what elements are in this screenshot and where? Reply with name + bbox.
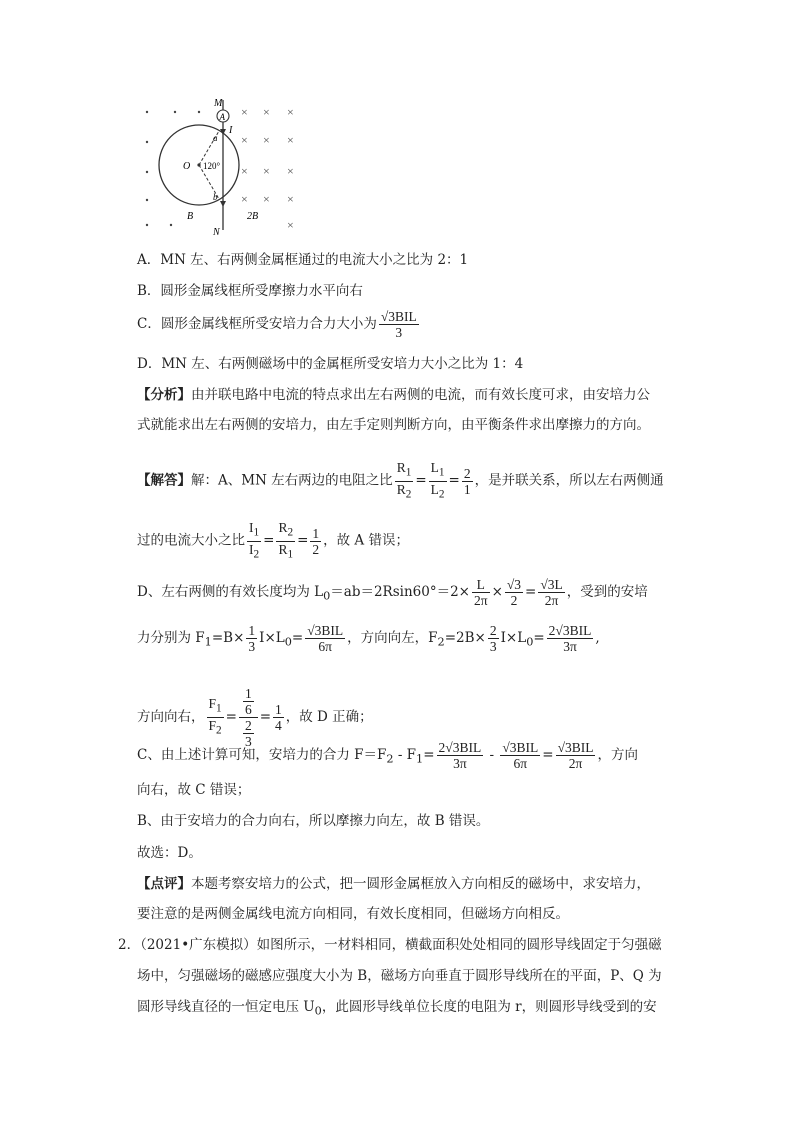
question-2-line-2: 场中，匀强磁场的磁感应强度大小为 B，磁场方向垂直于圆形导线所在的平面，P、Q 为 (137, 968, 662, 984)
label-b: b (213, 192, 218, 202)
option-a: A．MN 左、右两侧金属框通过的电流大小之比为 2：1 (137, 252, 469, 268)
solution-b-line: B、由于安培力的合力向右，所以摩擦力向左，故 B 错误。 (137, 813, 490, 829)
analysis-line-2: 式就能求出左右两侧的安培力，由左手定则判断方向，由平衡条件求出摩擦力的方向。 (137, 417, 650, 433)
comment-line-2: 要注意的是两侧金属线电流方向相同，有效长度相同，但磁场方向相反。 (137, 906, 569, 922)
question-2-line-3: 圆形导线直径的一恒定电压 $U_0$，此圆形导线单位长度的电阻为 r，则圆形导线受到的安 (137, 999, 657, 1018)
option-c-fraction: $\frac{\text{√3BIL}}{3}$ (380, 309, 417, 340)
solution-line-1: 【解答】解：A、MN 左右两边的电阻之比 $\frac{R_1}{R_2}$ = $\frac{L_1}{L_2}$ = $\frac{2}{1}$ ，是并联关系，所以左右两侧通 (137, 460, 664, 501)
label-a: a (213, 133, 218, 143)
svg-text:×: × (287, 105, 294, 119)
svg-text:×: × (263, 133, 270, 147)
svg-text:×: × (241, 164, 248, 178)
svg-text:×: × (263, 105, 270, 119)
svg-text:×: × (263, 164, 270, 178)
solution-line-2: 过的电流大小之比 $\frac{I_1}{I_2}$ = $\frac{R_2}{R_1}$ = $\frac{1}{2}$ ，故 A 错误； (137, 520, 409, 561)
label-angle: 120° (203, 161, 221, 171)
current-arrow-bottom-icon (220, 201, 226, 207)
solution-d-line-1: D、左右两侧的有效长度均为 $L_0=ab=2Rsin60^\circ=2\times$ $\frac{L}{2\pi}$ × $\frac{√3}{2}$ = $\frac{√3L}{2\pi}$ ，受到的安培 (137, 577, 648, 608)
svg-text:×: × (287, 218, 294, 232)
svg-text:×: × (241, 133, 248, 147)
svg-text:×: × (287, 133, 294, 147)
ammeter-label: A (219, 112, 225, 122)
option-d: D．MN 左、右两侧磁场中的金属框所受安培力大小之比为 1：4 (137, 356, 524, 372)
question-2-line-1: 2．（2021•广东模拟）如图所示，一材料相同，横截面积处处相同的圆形导线固定于匀强磁 (118, 937, 662, 953)
analysis-line-1: 【分析】由并联电路中电流的特点求出左右两侧的电流，而有效长度可求，由安培力公 (137, 387, 650, 403)
comment-line-1: 【点评】本题考察安培力的公式，把一圆形金属框放入方向相反的磁场中，求安培力， (137, 876, 650, 892)
svg-text:×: × (241, 192, 248, 206)
label-i: I (229, 125, 233, 136)
label-o: O (183, 161, 191, 172)
solution-d-line-3: 方向向右， $\frac{F_1}{F_2}$ = $\frac{\frac{1}{6}}{\frac{2}{3}}$ = $\frac{1}{4}$ ，故 D 正确； (137, 686, 373, 749)
analysis-tag: 【分析】 (137, 387, 191, 403)
solution-c-line-2: 向右，故 C 错误； (137, 782, 251, 798)
label-m: M (214, 98, 223, 109)
field-dots-left (146, 111, 200, 226)
label-n: N (213, 227, 220, 235)
solution-d-line-2: 力分别为 $F_1=B\times$ $\frac{1}{3}$ $I\times L_0=$ $\frac{\text{√3BIL}}{6\pi}$ ，方向向左，$F_2=2B\times$ $\frac{2}{3}$ $I\times L_0=$ $\frac{\text{2√3BIL}}{3\pi}$ , (137, 623, 600, 654)
svg-text:×: × (241, 105, 248, 119)
svg-text:×: × (287, 192, 294, 206)
option-c (137, 309, 421, 340)
svg-text:×: × (287, 164, 294, 178)
svg-text:×: × (263, 192, 270, 206)
label-b-field: B (187, 211, 194, 222)
label-2b-field: 2B (247, 211, 259, 222)
option-c-text: C．圆形金属线框所受安培力合力大小为 (137, 316, 377, 332)
solution-c-line-1: C、由上述计算可知，安培力的合力 $F=F_2 - F_1=$ $\frac{\text{2√3BIL}}{3\pi}$ - $\frac{\text{√3BIL}}{6\pi}$ = $\frac{\text{√3BIL}}{2\pi}$ ，方向 (137, 740, 638, 771)
circuit-figure (137, 95, 312, 235)
option-b: B．圆形金属线框所受摩擦力水平向右 (137, 283, 363, 299)
answer-line: 故选：D。 (137, 845, 202, 861)
